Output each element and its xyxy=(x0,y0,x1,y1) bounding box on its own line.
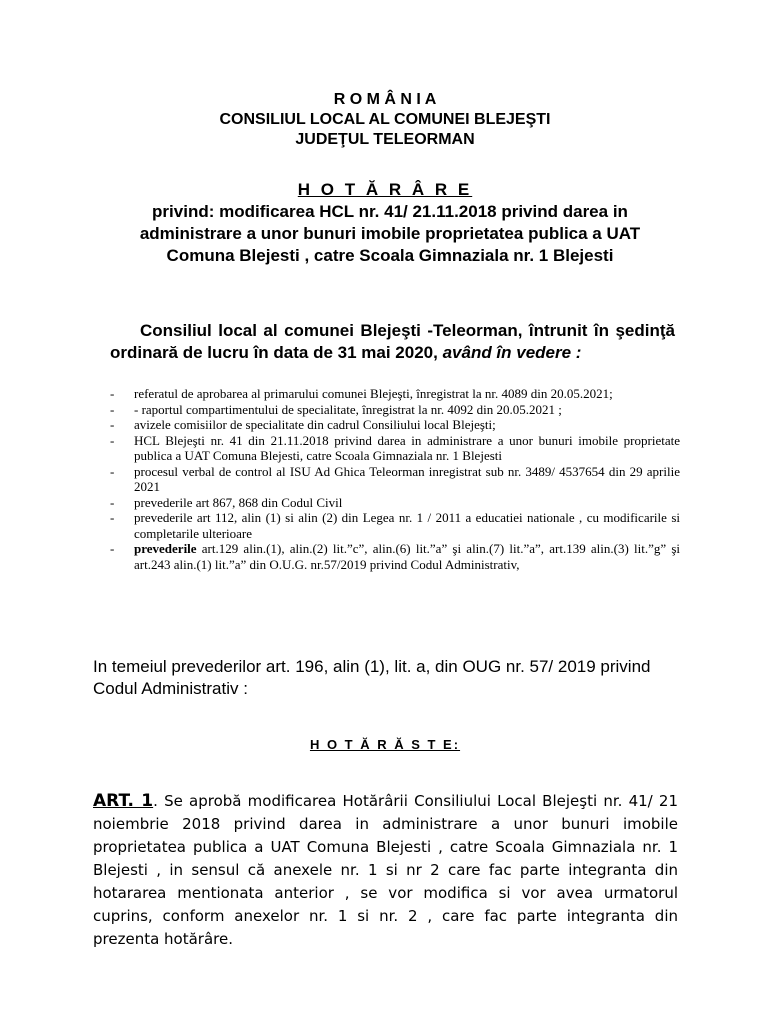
list-dash: - xyxy=(110,463,115,479)
article-1-label: ART. 1 xyxy=(93,791,154,811)
list-dash: - xyxy=(110,494,115,510)
reference-text: art.129 alin.(1), alin.(2) lit.”c”, alin.(6) lit.”a” şi alin.(7) lit.”a”, art.139 alin.(3) lit.”g” şi art.243 alin.(1) lit.”a” din O.U.G. nr.57/2019 privind Codul Administrativ, xyxy=(134,541,680,572)
header-country: R O M Â N I A xyxy=(333,91,437,108)
decision-subject: privind: modificarea HCL nr. 41/ 21.11.2018 privind darea in administrare a unor bunuri imobile proprietatea publica a UAT Comuna Blejesti , catre Scoala Gimnaziala nr. 1 Blejesti xyxy=(139,202,641,265)
list-item xyxy=(110,541,680,572)
article-1-text: . Se aprobă modificarea Hotărârii Consiliului Local Blejeşti nr. 41/ 21 noiembrie 2018 privind darea in administrare a unor bunuri imobile proprietatea publica a UAT Comuna Blejesti , catre Scoala Gimnaziala nr. 1 Blejesti , in sensul că anexele nr. 1 si nr 2 care fac parte integranta din hotararea mentionata anterior , se vor modifica si vor avea urmatorul cuprins, conform anexelor nr. 1 si nr. 2 , care fac parte integranta din prezenta hotărâre. xyxy=(93,792,679,948)
list-dash: - xyxy=(110,417,115,432)
references-list xyxy=(110,386,680,572)
reference-text: - raportul compartimentului de specialitate, înregistrat la nr. 4092 din 20.05.2021 ; xyxy=(134,401,562,417)
list-dash: - xyxy=(110,541,115,556)
reference-text: HCL Blejeşti nr. 41 din 21.11.2018 privind darea in administrare a unor bunuri imobile proprietate publica a UAT Comuna Blejesti, catre Scoala Gimnaziala nr. 1 Blejesti xyxy=(134,432,680,463)
header-county: JUDEŢUL TELEORMAN xyxy=(295,131,475,148)
header-council: CONSILIUL LOCAL AL COMUNEI BLEJEŞTI xyxy=(219,111,551,128)
reference-text: prevederile art 867, 868 din Codul Civil xyxy=(134,494,343,510)
list-item xyxy=(110,433,680,464)
legal-basis: In temeiul prevederilor art. 196, alin (1), lit. a, din OUG nr. 57/ 2019 privind Codul Administrativ : xyxy=(93,657,651,698)
reference-text: prevederile art 112, alin (1) si alin (2) din Legea nr. 1 / 2011 a educatiei nationale , cu modificarile si completarile ulterioare xyxy=(134,510,680,541)
list-item xyxy=(110,464,680,495)
reference-bold: prevederile xyxy=(134,541,197,556)
reference-text: avizele comisiilor de specialitate din cadrul Consiliului local Blejeşti; xyxy=(134,417,496,432)
list-item xyxy=(110,417,680,433)
list-item xyxy=(110,510,680,541)
list-dash: - xyxy=(110,510,115,525)
list-dash: - xyxy=(110,401,115,417)
decides-heading: H O T Ă R Ă S T E: xyxy=(309,737,461,752)
decision-title: H O T Ă R Â R E xyxy=(297,180,473,199)
intro-paragraph xyxy=(110,320,675,364)
intro-italic: având în vedere : xyxy=(442,343,582,362)
intro-text: Consiliul local al comunei Blejeşti -Teleorman, întrunit în şedinţă ordinară de lucru în data de 31 mai 2020, xyxy=(110,321,675,362)
reference-text: referatul de aprobarea al primarului comunei Blejeşti, înregistrat la nr. 4089 din 20.05.2021; xyxy=(134,386,613,401)
reference-text: procesul verbal de control al ISU Ad Ghica Teleorman inregistrat sub nr. 3489/ 4537654 din 29 aprilie 2021 xyxy=(134,463,680,494)
list-item xyxy=(110,495,680,511)
list-item xyxy=(110,386,680,402)
list-dash: - xyxy=(110,432,115,448)
article-1 xyxy=(93,790,678,951)
list-item xyxy=(110,402,680,418)
list-dash: - xyxy=(110,386,115,401)
